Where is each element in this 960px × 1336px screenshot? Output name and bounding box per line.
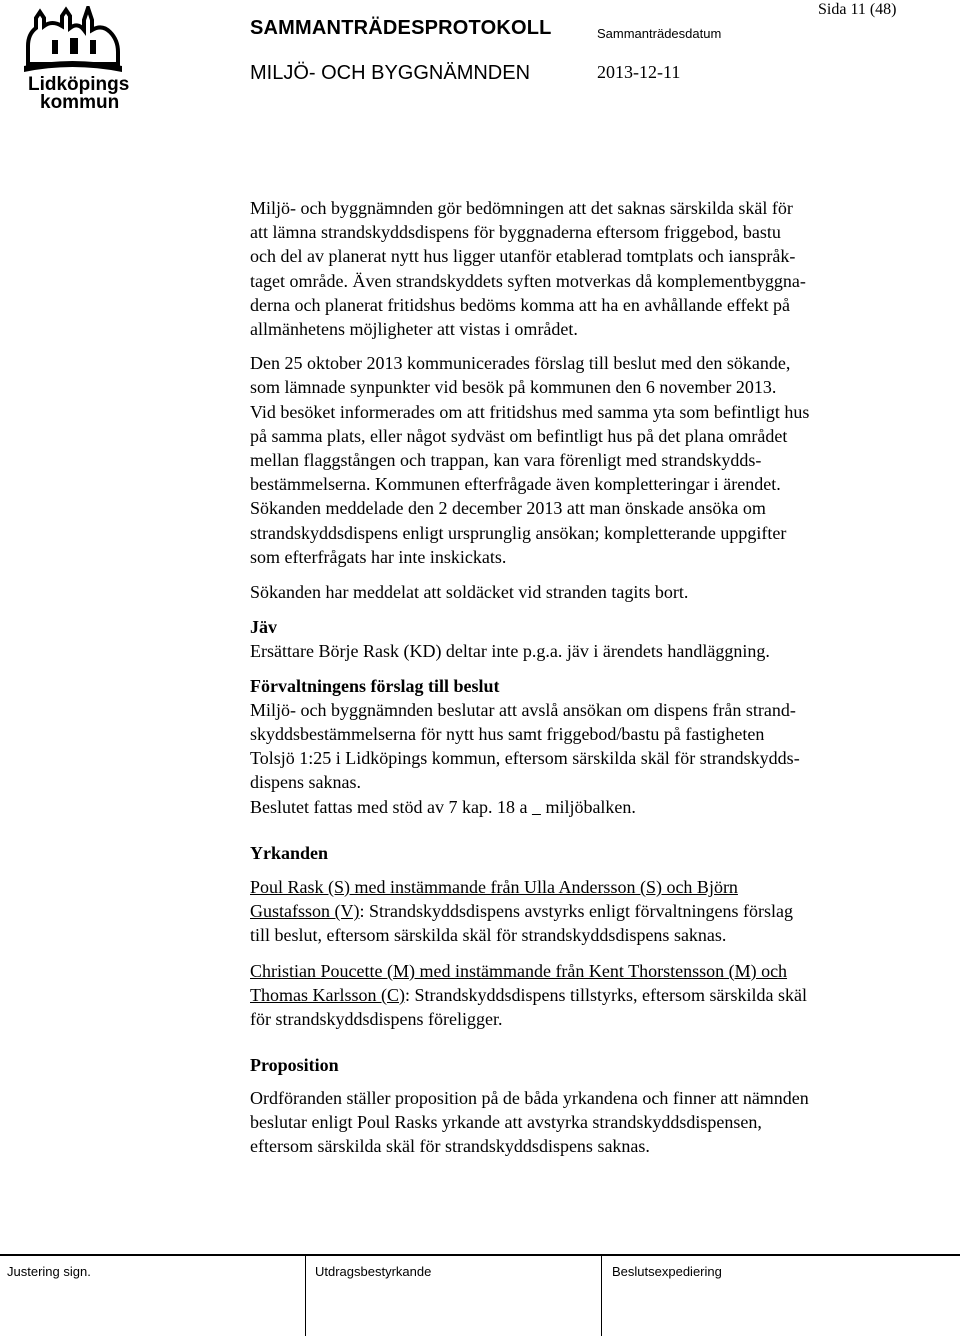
text-line: eftersom särskilda skäl för strandskyddsdispens saknas. xyxy=(250,1135,650,1156)
footer-dispatch-label: Beslutsexpediering xyxy=(612,1264,722,1279)
claim-text: : Strandskyddsdispens avstyrks enligt förvaltningens förslag xyxy=(359,901,793,922)
document-body xyxy=(250,196,940,1158)
claims-heading: Yrkanden xyxy=(250,842,329,863)
text-line: som efterfrågats har inte inskickats. xyxy=(250,546,507,567)
text-line xyxy=(250,983,940,1007)
text-line: och del av planerat nytt hus ligger utanför etablerad tomtplats och ianspråk- xyxy=(250,246,796,267)
text-line: allmänhetens möjligheter att vistas i området. xyxy=(250,319,578,340)
text-line: Ersättare Börje Rask (KD) deltar inte p.g.a. jäv i ärendets handläggning. xyxy=(250,641,770,662)
footer-column-divider xyxy=(601,1256,602,1336)
text-line: Sökanden meddelade den 2 december 2013 att man önskade ansöka om xyxy=(250,498,766,519)
section-sign-gap xyxy=(532,797,541,817)
text-line: Vid besöket informerades om att fritidshus med samma yta som befintligt hus xyxy=(250,401,810,422)
text-line: strandskyddsdispens enligt ursprunglig ansökan; kompletterande uppgifter xyxy=(250,522,787,543)
text-line: bestämmelserna. Kommunen efterfrågade även kompletteringar i ärendet. xyxy=(250,474,781,495)
claim-2 xyxy=(250,959,940,1032)
text-line: beslutar enligt Poul Rasks yrkande att avstyrka strandskyddsdispensen, xyxy=(250,1111,762,1132)
text-line: för strandskyddsdispens föreligger. xyxy=(250,1009,503,1030)
text-line: som lämnade synpunkter vid besök på kommunen den 6 november 2013. xyxy=(250,377,777,398)
text-line: dispens saknas. xyxy=(250,772,361,793)
footer-extract-label: Utdragsbestyrkande xyxy=(315,1264,432,1279)
text-line: Den 25 oktober 2013 kommunicerades förslag till beslut med den sökande, xyxy=(250,353,791,374)
communication-paragraph xyxy=(250,351,940,569)
meeting-date-label: Sammanträdesdatum xyxy=(597,26,722,41)
claimant-names: Christian Poucette (M) med instämmande från Kent Thorstensson (M) och xyxy=(250,960,788,981)
claimant-names: Thomas Karlsson (C) xyxy=(250,984,405,1005)
deck-removed-paragraph xyxy=(250,580,940,604)
footer-column-divider xyxy=(305,1256,306,1336)
protocol-title: SAMMANTRÄDESPROTOKOLL xyxy=(250,17,552,39)
claim-text: : Strandskyddsdispens tillstyrks, eftersom särskilda skäl xyxy=(404,984,807,1005)
legal-basis-text: Beslutet fattas med stöd av 7 kap. 18 a xyxy=(250,796,532,817)
claim-1 xyxy=(250,875,940,948)
text-line: Ordföranden ställer proposition på de båda yrkandena och finner att nämnden xyxy=(250,1087,809,1108)
text-line: på samma plats, eller något sydväst om befintligt hus på det plana området xyxy=(250,425,788,446)
text-line: taget område. Även strandskyddets syften motverkas då komplementbyggna- xyxy=(250,270,806,291)
claimant-names: Gustafsson (V) xyxy=(250,901,360,922)
lidkoping-municipality-logo xyxy=(22,6,154,110)
meeting-date: 2013-12-11 xyxy=(597,62,681,82)
text-line: Miljö- och byggnämnden beslutar att avslå ansökan om dispens från strand- xyxy=(250,699,796,720)
text-line: mellan flaggstången och trappan, kan vara förenligt med strandskydds- xyxy=(250,450,762,471)
claims-section xyxy=(250,841,940,865)
footer-divider xyxy=(0,1254,960,1256)
text-line: Tolsjö 1:25 i Lidköpings kommun, eftersom särskilda skäl för strandskydds- xyxy=(250,748,800,769)
logo-text-line1: Lidköpings xyxy=(28,74,130,95)
logo-text-line2: kommun xyxy=(40,92,120,110)
proposition-section xyxy=(250,1053,940,1077)
legal-basis-text-end: miljöbalken. xyxy=(540,796,636,817)
text-line: Miljö- och byggnämnden gör bedömningen att det saknas särskilda skäl för xyxy=(250,198,793,218)
page-number: Sida 11 (48) xyxy=(818,1,897,18)
administration-proposal-heading: Förvaltningens förslag till beslut xyxy=(250,675,500,696)
legal-basis-line xyxy=(250,795,940,819)
text-line: Sökanden har meddelat att soldäcket vid stranden tagits bort. xyxy=(250,582,689,603)
proposition-paragraph xyxy=(250,1086,940,1159)
text-line: att lämna strandskyddsdispens för byggnaderna eftersom friggebod, bastu xyxy=(250,222,781,243)
text-line xyxy=(250,899,940,923)
proposition-heading: Proposition xyxy=(250,1055,339,1076)
jav-section xyxy=(250,615,940,663)
assessment-paragraph xyxy=(250,196,940,341)
claimant-names: Poul Rask (S) med instämmande från Ulla Andersson (S) och Björn xyxy=(250,877,738,898)
footer-signature-label: Justering sign. xyxy=(7,1264,91,1279)
text-line: till beslut, eftersom särskilda skäl för strandskyddsdispens saknas. xyxy=(250,925,727,946)
jav-heading: Jäv xyxy=(250,617,277,638)
board-name: MILJÖ- OCH BYGGNÄMNDEN xyxy=(250,62,531,84)
administration-proposal-section xyxy=(250,674,940,819)
text-line: skyddsbestämmelserna för nytt hus samt friggebod/bastu på fastigheten xyxy=(250,724,765,745)
text-line: derna och planerat fritidshus bedöms komma att ha en avhållande effekt på xyxy=(250,294,790,315)
